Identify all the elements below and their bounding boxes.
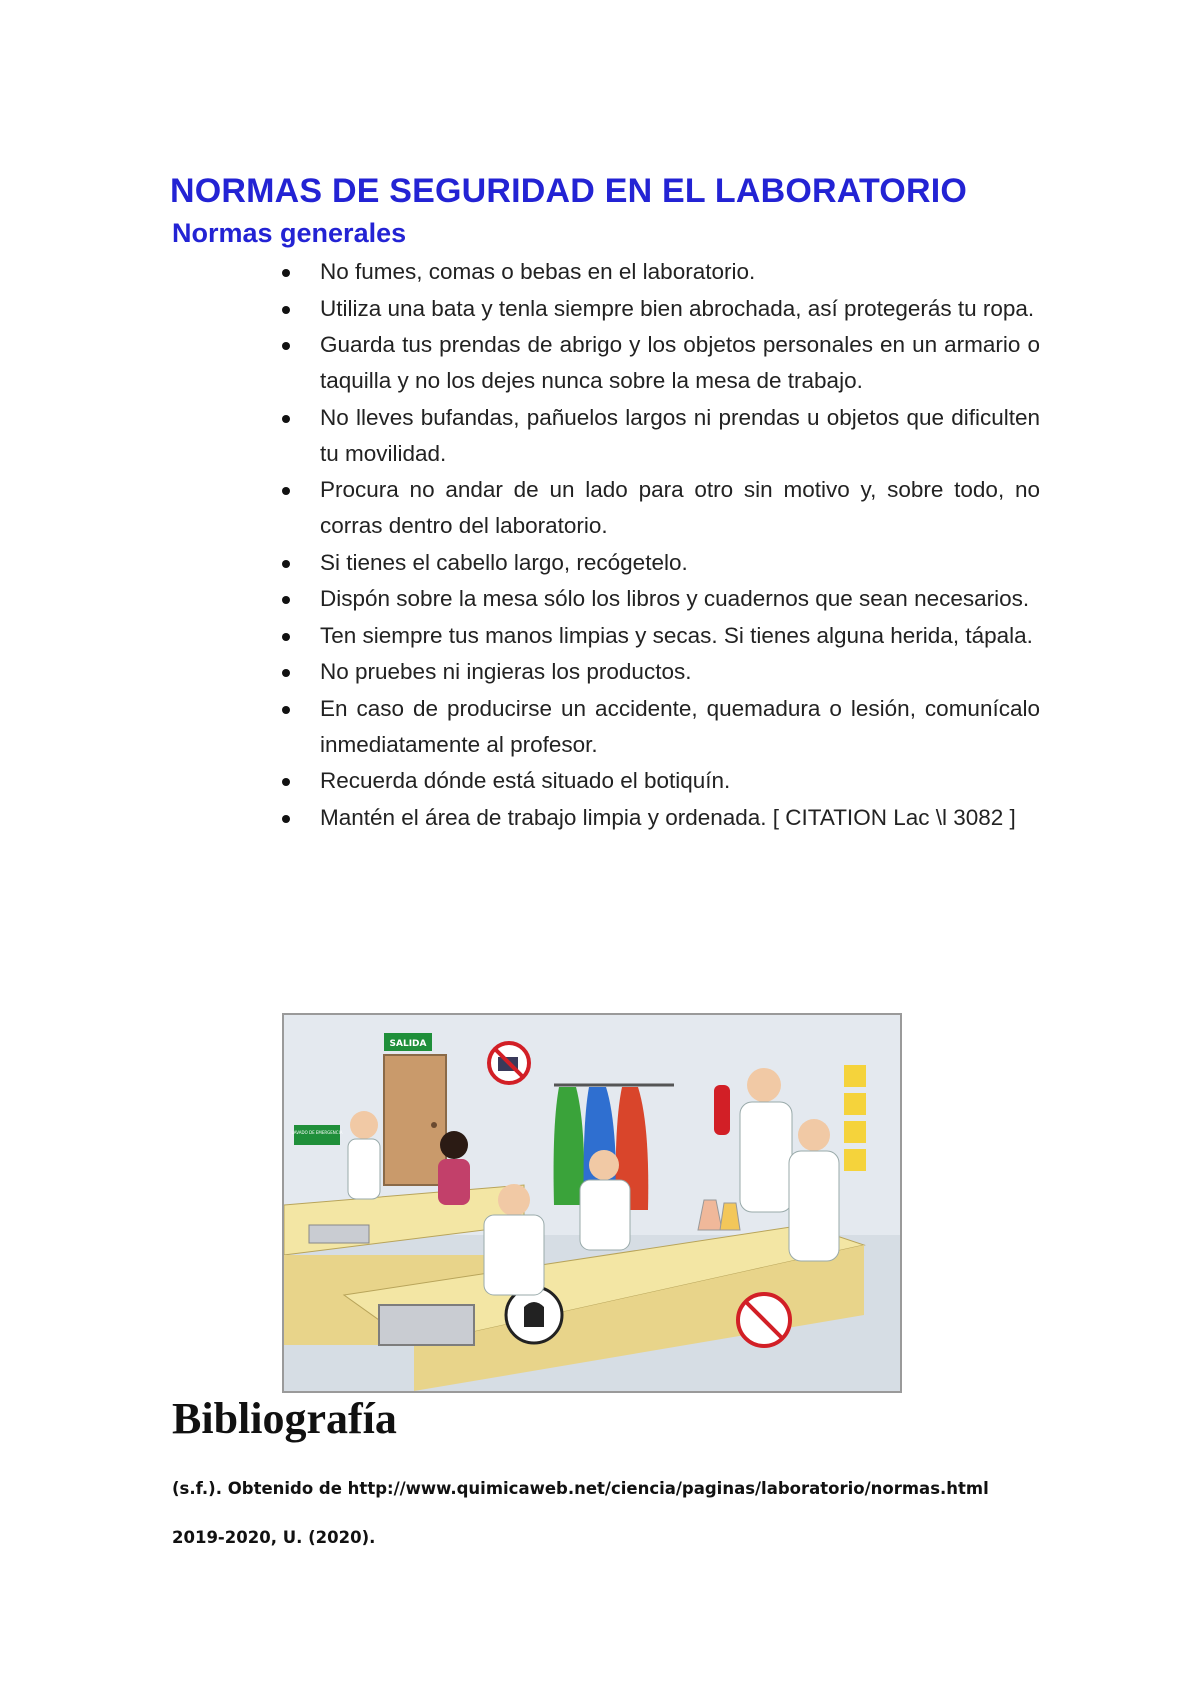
rule-text: No lleves bufandas, pañuelos largos ni prendas u objetos que dificulten tu movilidad. [320,404,1040,466]
list-item [270,327,1040,399]
bullet-icon [282,669,290,677]
bullet-icon [282,342,290,350]
list-item [270,763,1040,799]
rule-text: En caso de producirse un accidente, quemadura o lesión, comunícalo inmediatamente al profesor. [320,695,1040,757]
list-item [270,800,1040,836]
list-item [270,472,1040,544]
rule-text: No fumes, comas o bebas en el laboratorio. [320,259,756,284]
rule-text: Dispón sobre la mesa sólo los libros y cuadernos que sean necesarios. [320,586,1030,611]
bibliography-entry: 2019-2020, U. (2020). [172,1528,376,1547]
rule-text: Ten siempre tus manos limpias y secas. Si tienes alguna herida, tápala. [320,622,1033,648]
eyewash-sign [294,1125,340,1145]
list-item [270,400,1040,472]
rules-list [270,254,1040,836]
bullet-icon [282,815,290,823]
rule-text: Guarda tus prendas de abrigo y los objetos personales en un armario o taquilla y no los dejes nunca sobre la mesa de trabajo. [320,332,1040,393]
list-item [270,691,1040,763]
bullet-icon [282,487,290,495]
bullet-icon [282,778,290,786]
exit-sign-label: SALIDA [389,1039,427,1049]
eyewash-sign-label: LAVADO DE EMERGENCIA [291,1130,343,1135]
rule-text: Si tienes el cabello largo, recógetelo. [320,549,688,575]
bullet-icon [282,306,290,314]
bibliography-title: Bibliografía [172,1394,397,1443]
bullet-icon [282,633,290,641]
bullet-icon [282,560,290,568]
lab-scene-image [284,1015,900,1391]
list-item [270,581,1040,617]
section-title: Normas generales [172,218,407,248]
bibliography-entry: (s.f.). Obtenido de http://www.quimicaweb.net/ciencia/paginas/laboratorio/normas.html [172,1479,989,1498]
list-item [270,254,1040,290]
lab-safety-illustration [282,1013,902,1393]
list-item [270,545,1040,581]
bullet-icon [282,706,290,714]
bullet-icon [282,596,290,604]
rule-text: No pruebes ni ingieras los productos. [320,659,692,684]
list-item [270,654,1040,690]
rule-text: Mantén el área de trabajo limpia y ordenada. [ CITATION Lac \l 3082 ] [320,804,1016,830]
document-title: NORMAS DE SEGURIDAD EN EL LABORATORIO [170,172,968,210]
fire-extinguisher [714,1085,730,1135]
bullet-icon [282,415,290,423]
list-item [270,618,1040,654]
rule-text: Procura no andar de un lado para otro sin motivo y, sobre todo, no corras dentro del laboratorio. [320,477,1040,538]
rule-text: Utiliza una bata y tenla siempre bien abrochada, así protegerás tu ropa. [320,295,1035,321]
rule-text: Recuerda dónde está situado el botiquín. [320,768,731,793]
bullet-icon [282,269,290,277]
list-item [270,291,1040,327]
